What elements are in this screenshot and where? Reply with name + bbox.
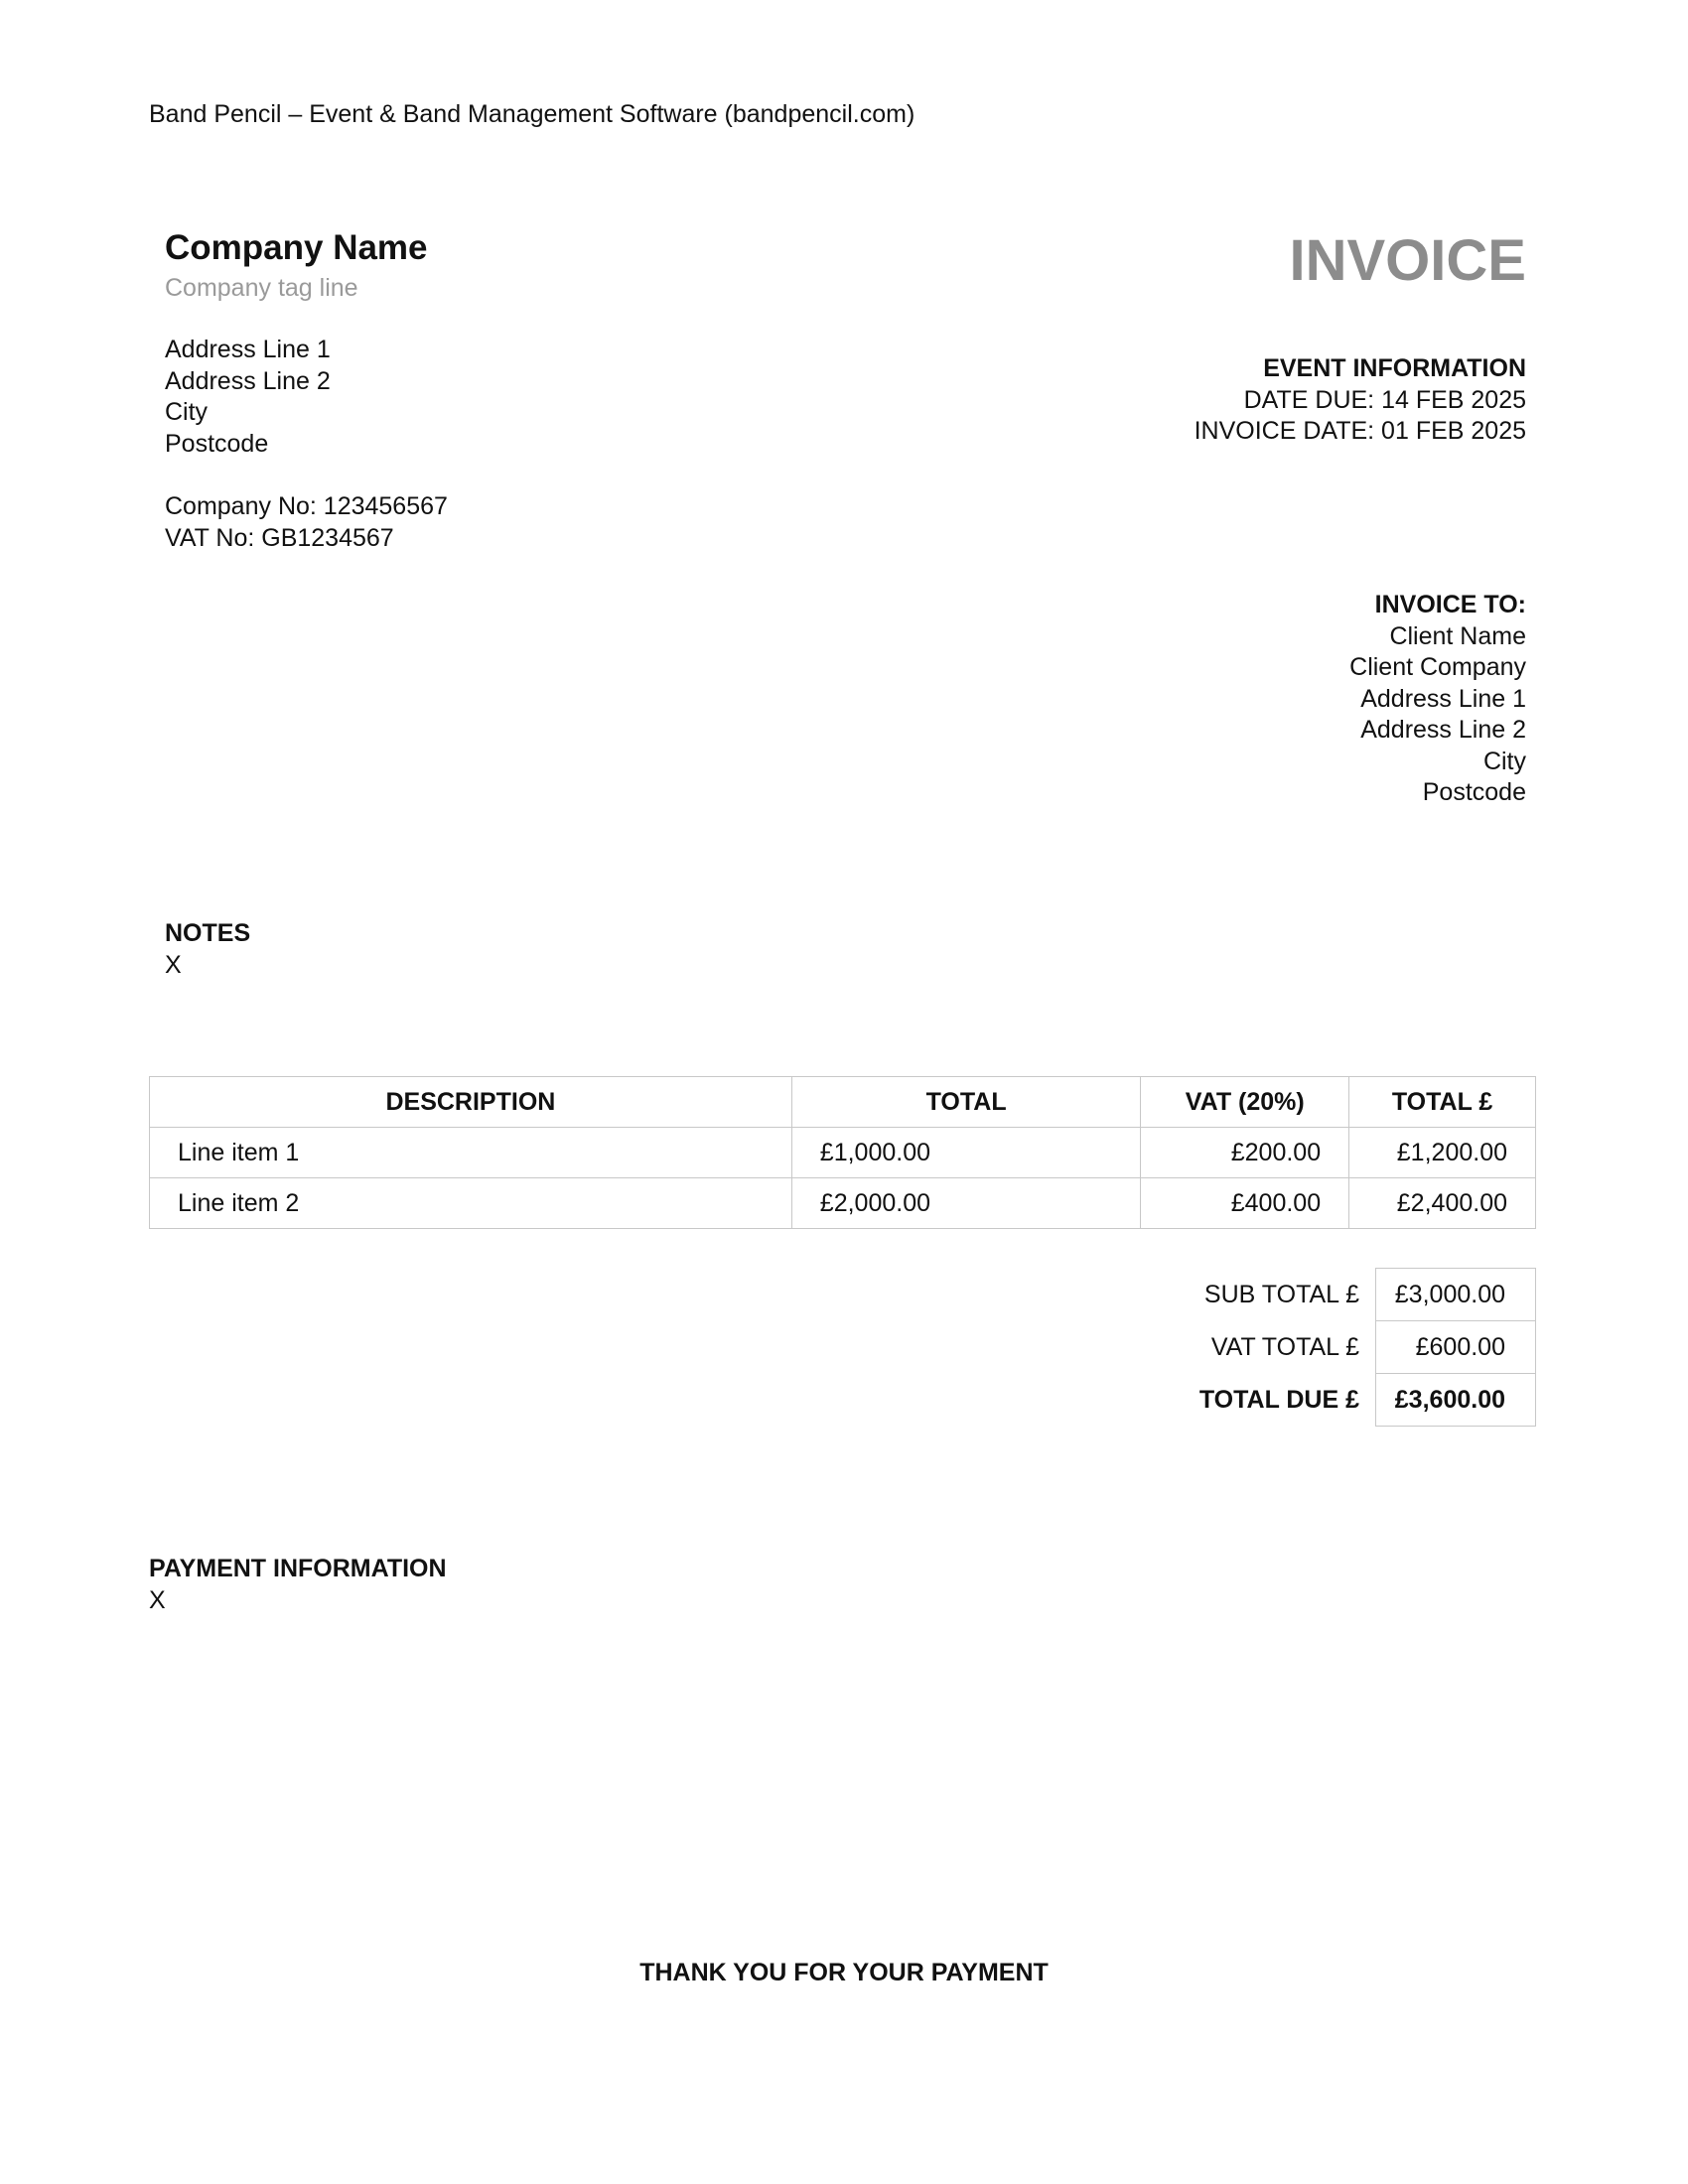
sub-total-row xyxy=(1120,1269,1536,1321)
column-header-total-gbp: TOTAL £ xyxy=(1349,1077,1536,1128)
column-header-vat: VAT (20%) xyxy=(1141,1077,1349,1128)
item-vat: £400.00 xyxy=(1141,1178,1349,1229)
vat-total-label: VAT TOTAL £ xyxy=(1210,1332,1359,1361)
item-total: £2,000.00 xyxy=(791,1178,1141,1229)
table-row xyxy=(150,1128,1536,1178)
total-due-row xyxy=(1120,1374,1536,1427)
company-tagline: Company tag line xyxy=(165,274,358,302)
notes-heading: NOTES xyxy=(165,919,251,947)
item-total: £1,000.00 xyxy=(791,1128,1141,1178)
total-due-value: £3,600.00 xyxy=(1376,1374,1536,1427)
invoice-title: INVOICE xyxy=(1289,228,1526,293)
item-description: Line item 2 xyxy=(150,1178,792,1229)
company-name: Company Name xyxy=(165,228,428,267)
client-company: Client Company xyxy=(1349,653,1526,681)
company-address-line-2: Address Line 2 xyxy=(165,366,331,395)
line-items-table xyxy=(149,1076,1536,1229)
notes-section xyxy=(165,918,250,981)
event-information-heading: EVENT INFORMATION xyxy=(1263,354,1526,382)
vat-total-value: £600.00 xyxy=(1376,1321,1536,1374)
table-header-row xyxy=(150,1077,1536,1128)
company-registration xyxy=(165,491,448,554)
client-name: Client Name xyxy=(1389,621,1526,650)
company-city: City xyxy=(165,398,209,426)
column-header-total: TOTAL xyxy=(791,1077,1141,1128)
event-information xyxy=(1195,353,1526,448)
company-postcode: Postcode xyxy=(165,429,269,458)
vat-total-row xyxy=(1120,1321,1536,1374)
item-total-gbp: £1,200.00 xyxy=(1349,1128,1536,1178)
invoice-date: INVOICE DATE: 01 FEB 2025 xyxy=(1194,417,1526,445)
notes-text: X xyxy=(165,950,182,979)
payment-information xyxy=(149,1554,447,1616)
column-header-description: DESCRIPTION xyxy=(150,1077,792,1128)
company-address xyxy=(165,335,331,460)
company-number: Company No: 123456567 xyxy=(165,492,448,520)
sub-total-value: £3,000.00 xyxy=(1376,1269,1536,1321)
invoice-to-heading: INVOICE TO: xyxy=(1374,591,1526,618)
client-address-line-2: Address Line 2 xyxy=(1360,716,1526,744)
vat-number: VAT No: GB1234567 xyxy=(165,523,394,552)
client-postcode: Postcode xyxy=(1422,778,1526,806)
payment-information-text: X xyxy=(149,1585,166,1614)
totals-table xyxy=(1120,1268,1536,1427)
date-due: DATE DUE: 14 FEB 2025 xyxy=(1243,385,1526,414)
thank-you-message: THANK YOU FOR YOUR PAYMENT xyxy=(639,1959,1049,1986)
table-row xyxy=(150,1178,1536,1229)
invoice-to xyxy=(1349,590,1526,809)
item-description: Line item 1 xyxy=(150,1128,792,1178)
total-due-label: TOTAL DUE £ xyxy=(1198,1385,1359,1414)
payment-information-heading: PAYMENT INFORMATION xyxy=(149,1555,447,1582)
client-address-line-1: Address Line 1 xyxy=(1360,684,1526,713)
sub-total-label: SUB TOTAL £ xyxy=(1203,1280,1359,1308)
item-total-gbp: £2,400.00 xyxy=(1349,1178,1536,1229)
software-header-line: Band Pencil – Event & Band Management Software (bandpencil.com) xyxy=(149,100,915,128)
company-address-line-1: Address Line 1 xyxy=(165,336,331,363)
item-vat: £200.00 xyxy=(1141,1128,1349,1178)
client-city: City xyxy=(1482,747,1526,775)
